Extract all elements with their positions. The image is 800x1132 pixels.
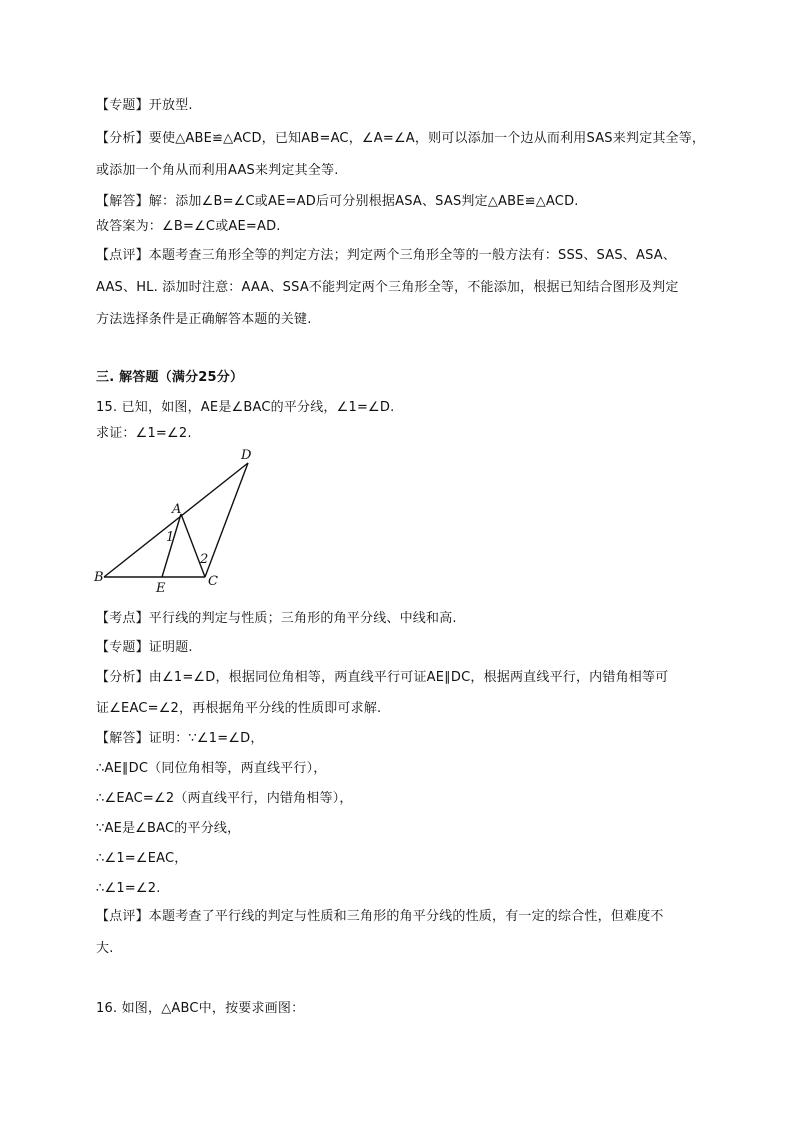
label-a: A: [172, 502, 182, 517]
q15-jieda-line-4: ∵AE是∠BAC的平分线，: [96, 821, 241, 836]
part1-fenxi-line-1: 【分析】要使△ABE≌△ACD，已知AB=AC，∠A=∠A，则可以添加一个边从而利用SAS来判定其全等，: [96, 131, 706, 146]
label-c: C: [208, 574, 218, 589]
part1-dianping-line-1: 【点评】本题考查三角形全等的判定方法；判定两个三角形全等的一般方法有：SSS、SAS、ASA、: [96, 248, 677, 263]
label-d: D: [241, 448, 252, 463]
q15-prove: 求证：∠1=∠2.: [96, 426, 192, 441]
q15-jieda-line-1: 【解答】证明：∵∠1=∠D，: [96, 731, 264, 746]
label-1: 1: [166, 530, 175, 545]
q15-dianping-line-1: 【点评】本题考查了平行线的判定与性质和三角形的角平分线的性质，有一定的综合性，但难度不: [96, 909, 664, 924]
part1-dianping-line-3: 方法选择条件是正确解答本题的关键.: [96, 312, 312, 327]
q15-dianping-line-2: 大.: [96, 941, 114, 956]
q15-jieda-line-2: ∴AE∥DC（同位角相等，两直线平行），: [96, 761, 327, 776]
label-e: E: [156, 581, 166, 595]
section-heading: 三. 解答题（满分25分）: [96, 370, 244, 385]
segment-ac: [181, 514, 205, 577]
q15-triangle-figure: [90, 445, 270, 595]
part1-dianping-line-2: AAS、HL. 添加时注意：AAA、SSA不能判定两个三角形全等，不能添加，根据已知结合图形及判定: [96, 280, 679, 295]
q16-stem: 16. 如图，△ABC中，按要求画图：: [96, 1001, 305, 1016]
part1-jieda: 【解答】解：添加∠B=∠C或AE=AD后可分别根据ASA、SAS判定△ABE≌△ACD.: [96, 194, 579, 209]
label-b: B: [94, 570, 104, 585]
q15-zhuanti: 【专题】证明题.: [96, 640, 193, 655]
part1-fenxi-line-2: 或添加一个角从而利用AAS来判定其全等.: [96, 163, 339, 178]
q15-fenxi-line-1: 【分析】由∠1=∠D，根据同位角相等，两直线平行可证AE∥DC，根据两直线平行，内错角相等可: [96, 670, 669, 685]
q15-fenxi-line-2: 证∠EAC=∠2，再根据角平分线的性质即可求解.: [96, 701, 382, 716]
part1-zhuanti: 【专题】开放型.: [96, 98, 193, 113]
part1-answer: 故答案为：∠B=∠C或AE=AD.: [96, 219, 281, 234]
q15-jieda-line-3: ∴∠EAC=∠2（两直线平行，内错角相等），: [96, 791, 353, 806]
q15-jieda-line-6: ∴∠1=∠2.: [96, 881, 161, 896]
q15-stem: 15. 已知，如图，AE是∠BAC的平分线，∠1=∠D.: [96, 400, 395, 415]
label-2: 2: [200, 552, 209, 567]
q15-jieda-line-5: ∴∠1=∠EAC，: [96, 851, 188, 866]
q15-kaodian: 【考点】平行线的判定与性质；三角形的角平分线、中线和高.: [96, 611, 457, 626]
